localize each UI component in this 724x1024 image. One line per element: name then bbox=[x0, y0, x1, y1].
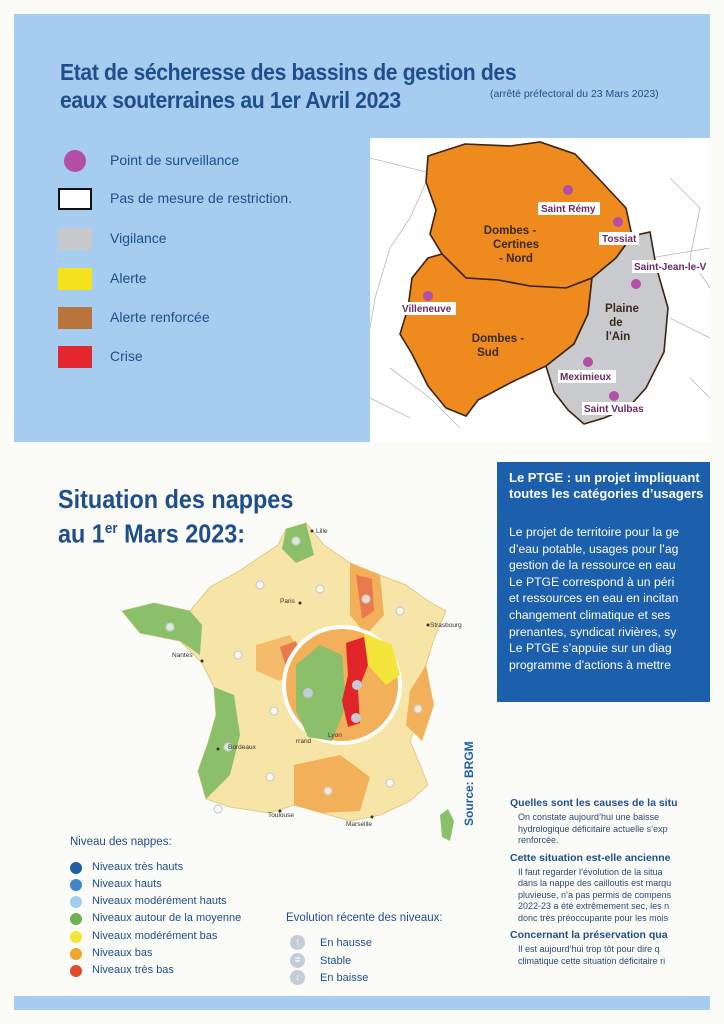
zone-label-north-1: Dombes - bbox=[483, 225, 537, 237]
city-dot bbox=[371, 816, 374, 819]
legend-item-no-restriction bbox=[58, 188, 358, 214]
arrow-down-icon bbox=[303, 688, 313, 698]
zone-label-north-2: Certines bbox=[492, 239, 540, 251]
faq-line: donc très préoccupante pour les mois bbox=[518, 912, 669, 923]
legend-label: Crise bbox=[110, 348, 143, 364]
legend-dot bbox=[70, 931, 82, 943]
legend-dot bbox=[70, 862, 82, 874]
map-trend-icon bbox=[266, 773, 274, 781]
faq-section bbox=[510, 797, 710, 972]
ptge-body bbox=[509, 524, 710, 673]
city-label-strasbourg: Strasbourg bbox=[430, 622, 462, 629]
faq-line: Il faut regarder l’évolution de la situa bbox=[518, 866, 663, 877]
evolution-label: Stable bbox=[320, 955, 352, 967]
legend-swatch-brown bbox=[58, 307, 92, 329]
zone-dombes-certines-nord bbox=[426, 142, 632, 288]
faq-line: climatique cette situation déficitaire ri bbox=[518, 955, 666, 966]
map-trend-icon bbox=[234, 651, 242, 659]
legend-item-alerte bbox=[58, 268, 358, 294]
faq-line: renforcée. bbox=[518, 835, 559, 845]
city-dot bbox=[217, 748, 220, 751]
ptge-line: d’eau potable, usages pour l’ag bbox=[509, 541, 679, 556]
faq-line: 2022-23 a été extrêmement sec, les n bbox=[518, 901, 670, 911]
equal-icon: = bbox=[290, 953, 305, 968]
faq-answer-causes bbox=[518, 812, 710, 847]
nappes-title-prefix: au 1 bbox=[58, 518, 105, 549]
legend-label: Niveaux modérément bas bbox=[92, 930, 218, 942]
map-trend-icon bbox=[270, 707, 278, 715]
city-label-paris: Paris bbox=[280, 598, 295, 605]
title-line-1: Etat de sécheresse des bassins de gestion des bbox=[60, 59, 517, 85]
nappes-title-suffix: Mars 2023: bbox=[117, 518, 246, 549]
arrow-down-icon: ↓ bbox=[290, 970, 305, 985]
drought-basins-map bbox=[370, 138, 710, 442]
legend-item-crise bbox=[58, 346, 358, 372]
map-trend-icon bbox=[396, 607, 404, 615]
faq-answer-preservation bbox=[518, 944, 710, 967]
ptge-line: Le PTGE correspond à un péri bbox=[509, 574, 675, 589]
legend-swatch-grey bbox=[58, 228, 92, 250]
faq-line: hydrologique déficitaire actuelle s’exp bbox=[518, 823, 668, 834]
equal-icon bbox=[352, 680, 362, 690]
city-label-lille: Lille bbox=[316, 528, 328, 535]
title-line-2: eaux souterraines au 1er Avril 2023 bbox=[60, 87, 401, 113]
faq-question-ancienne: Cette situation est-elle ancienne bbox=[510, 851, 671, 864]
legend-dot bbox=[70, 913, 82, 925]
zone-label-plaine-1: Plaine bbox=[605, 303, 639, 315]
france-groundwater-map bbox=[110, 515, 490, 845]
point-label-saint-remy: Saint Rémy bbox=[541, 204, 596, 215]
corsica-land bbox=[440, 809, 454, 841]
city-label-marseille: Marseille bbox=[346, 821, 373, 828]
ptge-line: Le projet de territoire pour la ge bbox=[509, 525, 680, 539]
point-label-tossiat: Tossiat bbox=[602, 234, 637, 245]
map-trend-icon bbox=[386, 779, 394, 787]
nappes-legend-title: Niveau des nappes: bbox=[70, 836, 172, 848]
city-label-toulouse: Toulouse bbox=[268, 812, 295, 819]
map-trend-icon bbox=[324, 787, 332, 795]
city-dot bbox=[299, 602, 302, 605]
legend-swatch-white bbox=[58, 188, 92, 210]
monitoring-point-icon bbox=[64, 150, 86, 172]
legend-label: Niveaux hauts bbox=[92, 878, 162, 890]
monitoring-point-icon bbox=[609, 391, 619, 401]
legend-label: Niveaux bas bbox=[92, 947, 153, 959]
ptge-title: Le PTGE : un projet impliquant toutes les catégories d’usagers bbox=[509, 470, 704, 501]
ptge-line: programme d’actions à mettre bbox=[509, 657, 671, 672]
faq-question-preservation: Concernant la préservation qua bbox=[510, 929, 668, 941]
monitoring-point-icon bbox=[563, 185, 573, 195]
ptge-line: Le PTGE s’appuie sur un diag bbox=[509, 641, 672, 656]
legend-label: Niveaux très bas bbox=[92, 964, 174, 976]
monitoring-point-icon bbox=[613, 217, 623, 227]
legend-item-vigilance bbox=[58, 228, 358, 254]
ptge-line: prenantes, syndicat rivières, sy bbox=[509, 624, 677, 639]
faq-line: dans la nappe des cailloutis est marqu bbox=[518, 878, 672, 888]
evolution-legend-title: Evolution récente des niveaux: bbox=[286, 912, 443, 924]
legend-label: Alerte bbox=[110, 270, 147, 286]
map-trend-icon bbox=[316, 585, 324, 593]
nappes-title-line-1: Situation des nappes bbox=[58, 484, 294, 514]
page-title bbox=[60, 58, 612, 114]
arrow-up-icon: ↑ bbox=[290, 935, 305, 950]
legend-dot bbox=[70, 948, 82, 960]
legend-item-alerte-renforcee bbox=[58, 307, 358, 333]
monitoring-point-icon bbox=[631, 279, 641, 289]
faq-line: On constate aujourd’hui une baisse bbox=[518, 812, 660, 822]
nappes-title-sup: er bbox=[104, 520, 118, 537]
zone-label-south-1: Dombes - bbox=[471, 333, 525, 345]
city-label-clermont: rrand bbox=[296, 738, 312, 745]
legend-swatch-red bbox=[58, 346, 92, 368]
legend-label: Pas de mesure de restriction. bbox=[110, 190, 293, 206]
bottom-decorative-strip bbox=[14, 996, 710, 1010]
map-trend-icon bbox=[214, 805, 222, 813]
evolution-label: En baisse bbox=[320, 972, 369, 984]
point-label-saint-vulbas: Saint Vulbas bbox=[584, 404, 644, 415]
zone-label-plaine-3: l'Ain bbox=[605, 331, 631, 343]
faq-answer-ancienne bbox=[518, 867, 710, 925]
city-label-lyon: Lyon bbox=[328, 732, 342, 739]
legend-label: Niveaux autour de la moyenne bbox=[92, 912, 242, 924]
monitoring-point-icon bbox=[583, 357, 593, 367]
decree-subtitle: (arrêté préfectoral du 23 Mars 2023) bbox=[490, 88, 659, 100]
legend-dot bbox=[70, 896, 82, 908]
map-trend-icon bbox=[292, 537, 300, 545]
point-label-villeneuve: Villeneuve bbox=[402, 304, 452, 315]
point-label-meximieux: Meximieux bbox=[560, 372, 612, 383]
source-label: Source: BRGM bbox=[462, 741, 476, 826]
legend-label: Niveaux modérément hauts bbox=[92, 895, 227, 907]
legend-label: Alerte renforcée bbox=[110, 309, 210, 325]
equal-icon bbox=[351, 713, 361, 723]
legend-dot bbox=[70, 879, 82, 891]
evolution-label: En hausse bbox=[320, 937, 372, 949]
map-trend-icon bbox=[362, 595, 370, 603]
legend-swatch-yellow bbox=[58, 268, 92, 290]
legend-label: Niveaux très hauts bbox=[92, 861, 184, 873]
zone-label-plaine-2: de bbox=[609, 317, 623, 329]
city-label-bordeaux: Bordeaux bbox=[228, 744, 256, 751]
point-label-saint-jean-le-v: Saint-Jean-le-V bbox=[634, 262, 707, 273]
map-trend-icon bbox=[256, 581, 264, 589]
faq-line: pluvieuse, n’a pas permis de compens bbox=[518, 889, 672, 900]
legend-item-monitoring-point bbox=[58, 150, 358, 176]
city-dot bbox=[201, 660, 204, 663]
legend-label: Vigilance bbox=[110, 230, 167, 246]
city-dot bbox=[311, 530, 314, 533]
faq-line: Il est aujourd’hui trop tôt pour dire q bbox=[518, 944, 660, 954]
ptge-info-box bbox=[497, 462, 710, 702]
map-trend-icon bbox=[414, 705, 422, 713]
ptge-line: changement climatique et ses bbox=[509, 607, 671, 622]
zone-label-north-3: - Nord bbox=[499, 253, 533, 265]
ptge-line: gestion de la ressource en eau bbox=[509, 558, 676, 573]
zone-label-south-2: Sud bbox=[477, 347, 499, 359]
monitoring-point-icon bbox=[423, 291, 433, 301]
legend-label: Point de surveillance bbox=[110, 152, 240, 168]
faq-question-causes: Quelles sont les causes de la situ bbox=[510, 797, 678, 809]
city-label-nantes: Nantes bbox=[172, 652, 193, 659]
ptge-line: et ressources en eau en incitan bbox=[509, 591, 679, 606]
legend-dot bbox=[70, 965, 82, 977]
map-trend-icon bbox=[166, 623, 174, 631]
